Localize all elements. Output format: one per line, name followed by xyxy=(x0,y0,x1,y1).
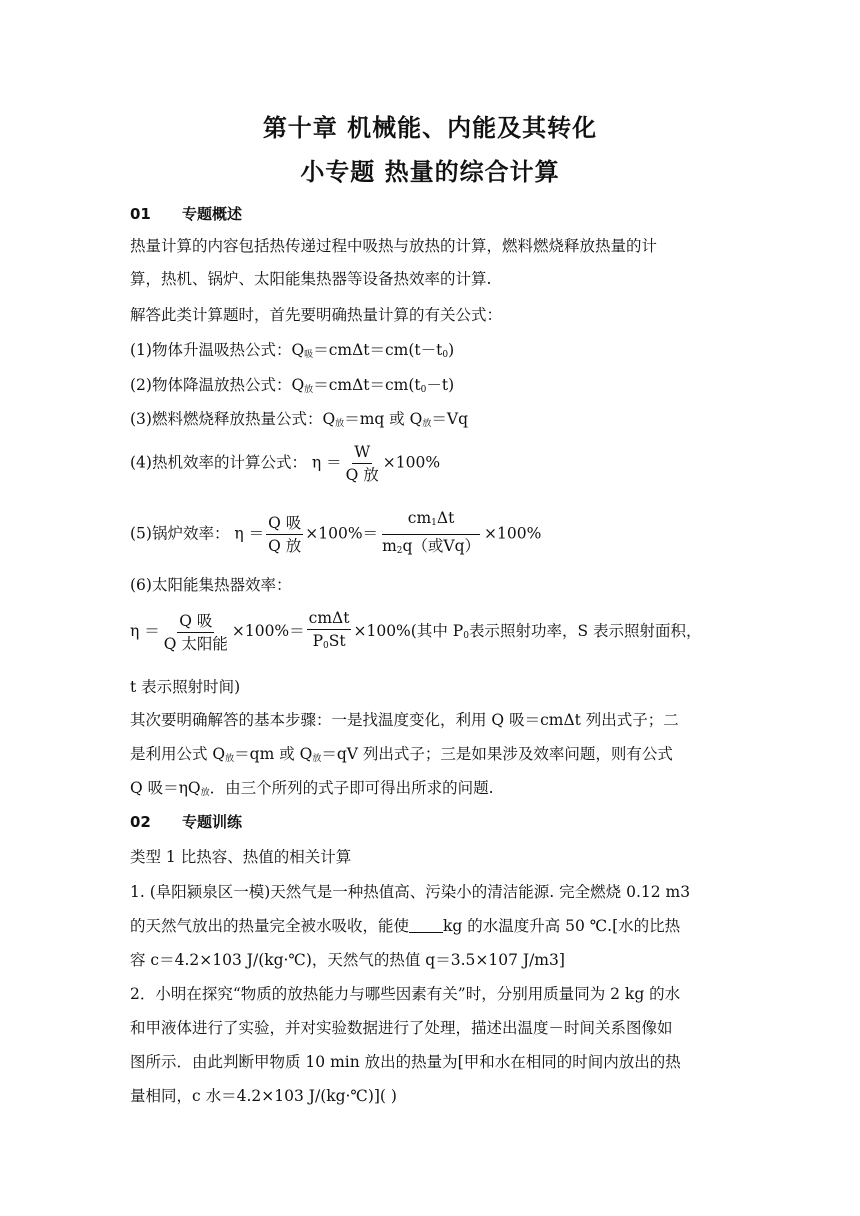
question-2-line-c: 图所示．由此判断甲物质 10 min 放出的热量为[甲和水在相同的时间内放出的热 xyxy=(130,1053,681,1071)
overview-paragraph-2: 解答此类计算题时，首先要明确热量计算的有关公式： xyxy=(130,306,503,324)
section-number: 01 xyxy=(130,205,151,223)
question-2-line-b: 和甲液体进行了实验，并对实验数据进行了处理，描述出温度－时间关系图像如 xyxy=(130,1019,673,1037)
fraction: $\frac{W}{\text{Q 放}}$ xyxy=(345,443,379,484)
section-heading-overview xyxy=(130,203,242,224)
overview-paragraph-1a: 热量计算的内容包括热传递过程中吸热与放热的计算，燃料燃烧释放热量的计 xyxy=(130,237,658,255)
solar-efficiency-label: (6)太阳能集热器效率： xyxy=(130,576,292,594)
section-number: 02 xyxy=(130,813,151,831)
section-heading-training xyxy=(130,811,242,832)
fraction: $\frac{\text{cmΔt}}{P_0St}$ xyxy=(308,609,350,651)
formula-fuel-heat: (3)燃料燃烧释放热量公式：$Q_放=mq$ 或 $Q_放=Vq$ xyxy=(130,410,469,429)
question-1-line-b: 的天然气放出的热量完全被水吸收，能使 kg 的水温度升高 50 ℃.[水的比热 xyxy=(130,917,681,935)
question-1-line-a: 1. (阜阳颍泉区一模)天然气是一种热值高、污染小的清洁能源. 完全燃烧 0.12 m3 xyxy=(130,883,691,901)
formula-boiler-efficiency: (5)锅炉效率： η ＝ $\frac{\text{Q 吸}}{\text{Q 放}}$ ×100%＝ $\frac{cm_1\Delta t}{m_2q(或Vq)}$ ×100% xyxy=(130,507,730,562)
formula-engine-efficiency: (4)热机效率的计算公式： η ＝ $\frac{W}{\text{Q 放}}$ ×100% xyxy=(130,443,441,484)
overview-paragraph-3b: 是利用公式 $Q_放=qm$ 或 $Q_放=qV$ 列出式子；三是如果涉及效率问题，则有公式 xyxy=(130,745,673,764)
overview-paragraph-3a: 其次要明确解答的基本步骤：一是找温度变化，利用 Q 吸＝cmΔt 列出式子；二 xyxy=(130,711,679,729)
formula-heat-release: (2)物体降温放热公式：$Q_放=cm\Delta t=cm(t_0-t)$ xyxy=(130,376,455,395)
fraction: $\frac{cm_1\Delta t}{m_2q(或Vq)}$ xyxy=(382,509,481,556)
overview-paragraph-3c: Q 吸$=\eta Q_放$．由三个所列的式子即可得出所求的问题. xyxy=(130,779,494,798)
formula-heat-absorb: (1)物体升温吸热公式：$Q_吸=cm\Delta t=cm(t-t_0)$ xyxy=(130,341,455,360)
question-1-line-c: 容 c＝4.2×103 J/(kg·℃)，天然气的热值 q＝3.5×107 J/m3] xyxy=(130,951,565,969)
chapter-title: 第十章 机械能、内能及其转化 xyxy=(262,114,598,142)
question-2-line-a: 2．小明在探究“物质的放热能力与哪些因素有关”时，分别用质量同为 2 kg 的水 xyxy=(130,985,681,1003)
overview-paragraph-1b: 算，热机、锅炉、太阳能集热器等设备热效率的计算. xyxy=(130,270,492,288)
training-type-1: 类型 1 比热容、热值的相关计算 xyxy=(130,848,352,866)
answer-blank[interactable] xyxy=(409,918,443,933)
solar-formula-continuation: t 表示照射时间) xyxy=(130,678,241,696)
fraction: $\frac{\text{Q 吸}}{\text{Q 太阳能}}$ xyxy=(163,611,228,653)
question-2-line-d: 量相同，c 水＝4.2×103 J/(kg·℃)]( ) xyxy=(130,1087,397,1105)
formula-solar-efficiency: η ＝ $\frac{\text{Q 吸}}{\text{Q 太阳能}}$ ×100%＝ $\frac{\text{cmΔt}}{P_0St}$ ×100%(其中 $P_0$表示照射功率，S 表示照射面积， xyxy=(130,607,730,657)
topic-subtitle: 小专题 热量的综合计算 xyxy=(300,158,560,186)
fraction: $\frac{\text{Q 吸}}{\text{Q 放}}$ xyxy=(268,514,302,555)
section-title: 专题概述 xyxy=(182,205,243,223)
section-title: 专题训练 xyxy=(182,813,243,831)
